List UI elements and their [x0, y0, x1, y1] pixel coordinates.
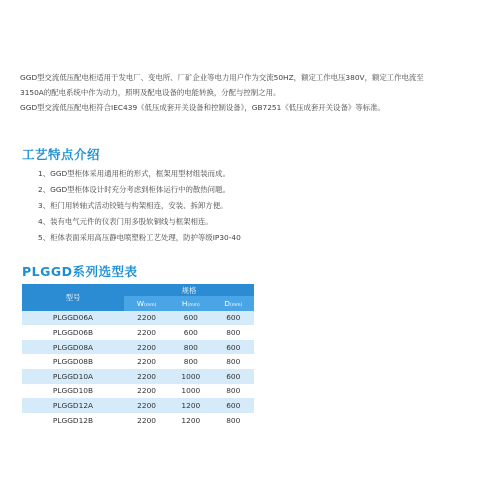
feature-item: 2、GGD型柜体设计时充分考虑到柜体运行中的散热问题。 [38, 185, 230, 194]
cell-width: 2200 [124, 311, 169, 326]
cell-width: 2200 [124, 340, 169, 355]
cell-height: 1000 [169, 369, 212, 384]
header-model: 型号 [22, 284, 124, 311]
table-row [22, 311, 254, 326]
cell-height: 1000 [169, 384, 212, 399]
intro-line-3: GGD型交流低压配电柜符合IEC439《低压成套开关设备和控制设备》，GB7251《低压成套开关设备》等标准。 [20, 103, 385, 112]
table-row [22, 325, 254, 340]
cell-model: PLGGD08B [22, 354, 124, 369]
cell-model: PLGGD06B [22, 325, 124, 340]
header-height: H(mm) [169, 296, 212, 311]
table-row [22, 384, 254, 399]
cell-model: PLGGD10B [22, 384, 124, 399]
cell-depth: 800 [213, 325, 254, 340]
table-title: PLGGD系列选型表 [22, 264, 138, 279]
header-spec: 规格 [124, 284, 254, 296]
cell-depth: 800 [213, 354, 254, 369]
feature-item: 4、装有电气元件的仪表门用多股软铜线与框架相连。 [38, 217, 213, 226]
table-row [22, 340, 254, 355]
header-width: W(mm) [124, 296, 169, 311]
feature-item: 5、柜体表面采用高压静电喷塑粉工艺处理，防护等级IP30-40 [38, 233, 241, 242]
cell-height: 1200 [169, 413, 212, 428]
cell-depth: 800 [213, 384, 254, 399]
intro-line-1: GGD型交流低压配电柜适用于发电厂、变电所、厂矿企业等电力用户作为交流50HZ，额定工作电压380V，额定工作电流至 [20, 73, 424, 82]
cell-width: 2200 [124, 325, 169, 340]
selection-table [22, 284, 254, 427]
table-row [22, 354, 254, 369]
cell-width: 2200 [124, 398, 169, 413]
cell-width: 2200 [124, 369, 169, 384]
cell-width: 2200 [124, 384, 169, 399]
cell-depth: 600 [213, 369, 254, 384]
cell-depth: 600 [213, 340, 254, 355]
intro-text [20, 70, 490, 115]
cell-depth: 800 [213, 413, 254, 428]
cell-height: 800 [169, 340, 212, 355]
cell-depth: 600 [213, 398, 254, 413]
cell-height: 1200 [169, 398, 212, 413]
header-depth: D(mm) [213, 296, 254, 311]
table-row [22, 398, 254, 413]
table-row [22, 369, 254, 384]
cell-model: PLGGD08A [22, 340, 124, 355]
cell-width: 2200 [124, 413, 169, 428]
cell-width: 2200 [124, 354, 169, 369]
features-list [38, 166, 241, 246]
cell-model: PLGGD12A [22, 398, 124, 413]
cell-height: 600 [169, 325, 212, 340]
cell-height: 600 [169, 311, 212, 326]
feature-item: 1、GGD型柜体采用通用柜的形式，框架用型材组装而成。 [38, 169, 230, 178]
feature-item: 3、柜门用转轴式活动铰链与构架相连，安装、拆卸方便。 [38, 201, 228, 210]
intro-line-2: 3150A的配电系统中作为动力，照明及配电设备的电能转换，分配与控制之用。 [20, 88, 281, 97]
cell-model: PLGGD12B [22, 413, 124, 428]
cell-height: 800 [169, 354, 212, 369]
cell-depth: 600 [213, 311, 254, 326]
features-title: 工艺特点介绍 [22, 147, 101, 162]
cell-model: PLGGD10A [22, 369, 124, 384]
table-row [22, 413, 254, 428]
cell-model: PLGGD06A [22, 311, 124, 326]
